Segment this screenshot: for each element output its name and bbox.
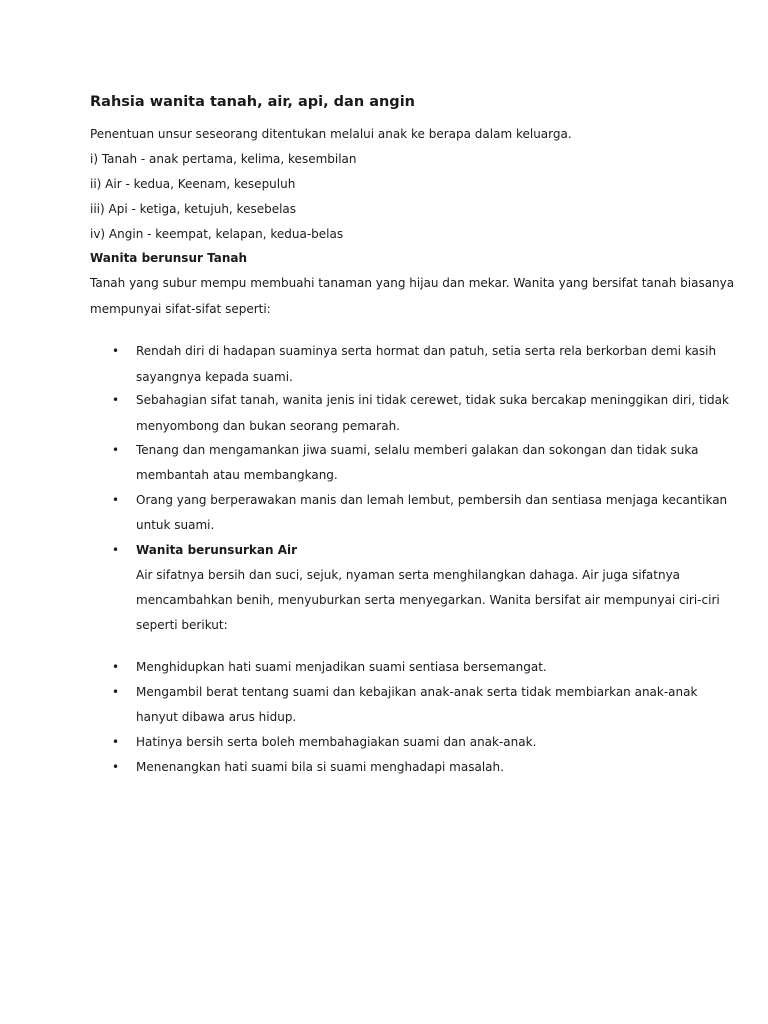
element-air: ii) Air - kedua, Keenam, kesepuluh bbox=[90, 177, 296, 191]
list-item: Mengambil berat tentang suami dan kebajikan anak-anak serta tidak membiarkan anak-anak bbox=[136, 685, 698, 699]
bullet-marker: • bbox=[112, 660, 120, 674]
air-paragraph-line: mencambahkan benih, menyuburkan serta menyegarkan. Wanita bersifat air mempunyai ciri-ciri bbox=[136, 593, 720, 607]
bullet-marker: • bbox=[112, 344, 120, 358]
bullet-marker: • bbox=[112, 443, 120, 457]
bullet-marker: • bbox=[112, 393, 120, 407]
list-item: Orang yang berperawakan manis dan lemah lembut, pembersih dan sentiasa menjaga kecantikan bbox=[136, 493, 728, 507]
list-item: Tenang dan mengamankan jiwa suami, selalu memberi galakan dan sokongan dan tidak suka bbox=[136, 443, 699, 457]
bullet-marker: • bbox=[112, 760, 120, 774]
bullet-marker: • bbox=[112, 735, 120, 749]
list-item: Menenangkan hati suami bila si suami menghadapi masalah. bbox=[136, 760, 504, 774]
bullet-marker: • bbox=[112, 543, 120, 557]
element-angin: iv) Angin - keempat, kelapan, kedua-belas bbox=[90, 227, 344, 241]
bullet-marker: • bbox=[112, 685, 120, 699]
element-api: iii) Api - ketiga, ketujuh, kesebelas bbox=[90, 202, 297, 216]
list-item: Menghidupkan hati suami menjadikan suami sentiasa bersemangat. bbox=[136, 660, 547, 674]
section-heading-tanah: Wanita berunsur Tanah bbox=[90, 251, 248, 265]
list-item-continuation: hanyut dibawa arus hidup. bbox=[136, 710, 297, 724]
air-paragraph-line: seperti berikut: bbox=[136, 618, 228, 632]
list-item-continuation: menyombong dan bukan seorang pemarah. bbox=[136, 419, 400, 433]
tanah-paragraph-line: mempunyai sifat-sifat seperti: bbox=[90, 302, 271, 316]
list-item: Sebahagian sifat tanah, wanita jenis ini tidak cerewet, tidak suka bercakap meninggikan diri, tidak bbox=[136, 393, 729, 407]
list-item: Rendah diri di hadapan suaminya serta hormat dan patuh, setia serta rela berkorban demi kasih bbox=[136, 344, 717, 358]
tanah-paragraph-line: Tanah yang subur mempu membuahi tanaman yang hijau dan mekar. Wanita yang bersifat tanah biasanya bbox=[90, 276, 735, 290]
section-heading-air: Wanita berunsurkan Air bbox=[136, 543, 298, 557]
element-tanah: i) Tanah - anak pertama, kelima, kesembilan bbox=[90, 152, 357, 166]
bullet-marker: • bbox=[112, 493, 120, 507]
list-item-continuation: membantah atau membangkang. bbox=[136, 468, 338, 482]
intro-text: Penentuan unsur seseorang ditentukan melalui anak ke berapa dalam keluarga. bbox=[90, 127, 572, 141]
document-title: Rahsia wanita tanah, air, api, dan angin bbox=[90, 94, 415, 110]
air-paragraph-line: Air sifatnya bersih dan suci, sejuk, nyaman serta menghilangkan dahaga. Air juga sifatnya bbox=[136, 568, 681, 582]
list-item: Hatinya bersih serta boleh membahagiakan suami dan anak-anak. bbox=[136, 735, 537, 749]
list-item-continuation: untuk suami. bbox=[136, 518, 215, 532]
list-item-continuation: sayangnya kepada suami. bbox=[136, 370, 293, 384]
